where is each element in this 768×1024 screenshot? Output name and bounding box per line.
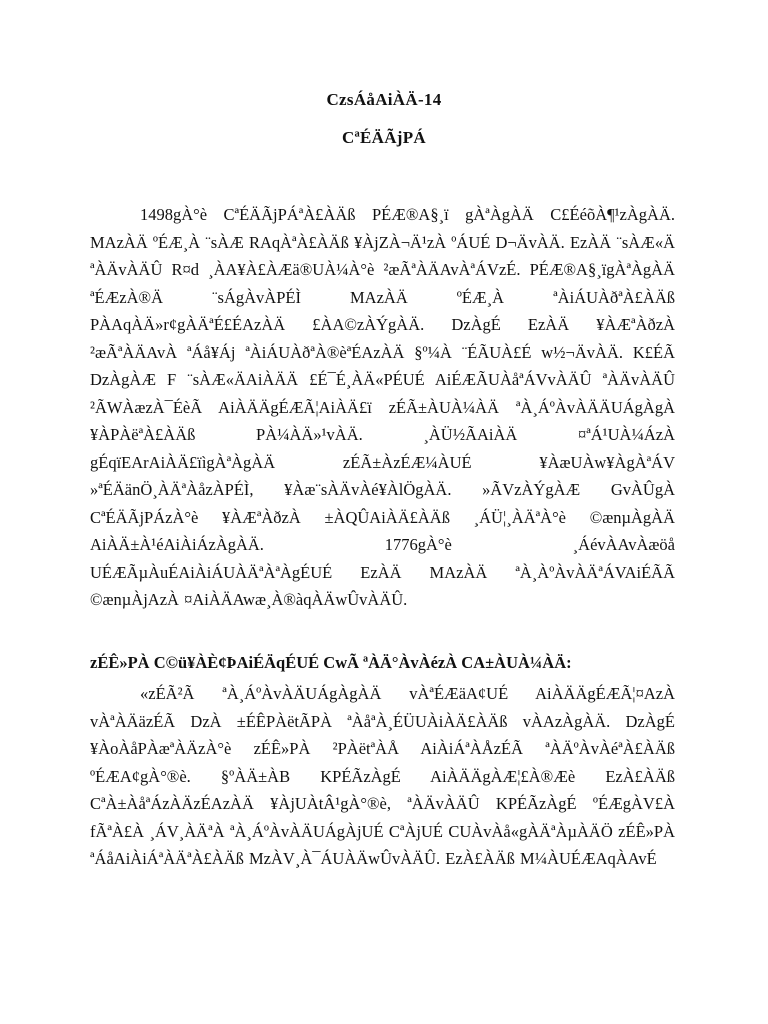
body-paragraph-1: 1498gÀ°è CªÉÄÃjPÁªÀ£ÀÄß PÉÆ®A§¸ï gÀªÀgÀÄ C£ÉéõÀ¶¹zÀgÀÄ. MAzÀÄ ºÉÆ¸À ¨sÀÆ RAqÀªÀ£ÀÄß ¥ÀjZÀ¬Ä¹zÀ ºÁUÉ D¬ÄvÀÄ. EzÀÄ ¨sÀÆ«Ä ªÀÄvÀÄÛ R¤d ¸ÀA¥À£ÀÆä®UÀ¼À°è ²æÃªÀÄAvÀªÁVzÉ. PÉÆ®A§¸ïgÀªÀgÀÄ ªÉÆzÀ®Ä ¨sÁgÀvÀPÉÌ MAzÀÄ ºÉÆ¸À ªÀiÁUÀðªÀ£ÀÄß PÀAqÀÄ»r¢gÀÄªÉ£ÉAzÀÄ £ÀA©zÀÝgÀÄ. DzÀgÉ EzÀÄ ¥ÀÆªÀðzÀ ²æÃªÀÄAvÀ ªÁå¥Áj ªÀiÁUÀðªÀ®èªÉAzÀÄ §º¼À ¨ÉÃUÀ£É w½¬ÄvÀÄ. K£ÉÃ DzÀgÀÆ F ¨sÀÆ«ÄAiÀÄÄ £É¯É¸ÀÄ«PÉUÉ AiÉÆÃUÀåªÁVvÀÄÛ ªÀÄvÀÄÛ ²ÃWÀæzÀ¯ÉèÃ AiÀÄÄgÉÆÃ¦AiÀÄ£ï zÉÃ±ÀUÀ¼ÀÄ ªÀ¸ÁºÀvÀÄÄUÁgÀgÀ ¥ÀPÀëªÀ£ÀÄß PÀ¼ÀÄ»¹vÀÄ. ¸ÀÜ½ÃAiÀÄ ¤ªÁ¹UÀ¼ÁzÀ gÉqïEArAiÀÄ£ïìgÀªÀgÀÄ zÉÃ±ÀzÉÆ¼ÀUÉ ¥ÀæUÀw¥ÀgÀªÁV »ªÉÄänÖ¸ÀÄªÀåzÀPÉÌ, ¥Àæ¨sÀÄvÀé¥ÀlÖgÀÄ. »ÃVzÀÝgÀÆ GvÀÛgÀ CªÉÄÃjPÁzÀ°è ¥ÀÆªÀðzÀ ±ÀQÛAiÀÄ£ÀÄß ¸ÁÜ¦¸ÀÄªÀ°è ©ænµÀgÀÄ AiÀÄ±À¹éAiÀiÁzÀgÀÄ. 1776gÀ°è ¸ÁévÀAvÀæöå UÉÆÃµÀuÉAiÀiÁUÀÄªÀªÀgÉUÉ EzÀÄ MAzÀÄ ªÀ¸ÀºÀvÀÄªÁVAiÉÃÃ ©ænµÀjAzÀ ¤AiÀÄAwæ¸À®àqÀÄwÛvÀÄÛ. bbox=[90, 205, 675, 609]
chapter-title: CªÉÄÃjPÁ bbox=[342, 128, 426, 147]
body-paragraph-2: «zÉÃ²Ã ªÀ¸ÁºÀvÀÄUÁgÀgÀÄ vÀªÉÆäA¢UÉ AiÀÄÄgÉÆÃ¦¤AzÀ vÀªÀÄäzÉÃ DzÀ ±ÉÊPÀëtÃPÀ ªÀåªÀ¸ÉÜUÀiÀÄ£ÀÄß vÀAzÀgÀÄ. DzÀgÉ ¥ÀoÀåPÀæªÀÄzÀ°è zÉÊ»PÀ ²PÀëtªÀÅ AiÀiÁªÀÅzÉÃ ªÀÄºÀvÀéªÀ£ÀÄß ºÉÆA¢gÀ°®è. §ºÀÄ±ÀB KPÉÃzÀgÉ AiÀÄÄgÀÆ¦£À®Æè EzÀ£ÀÄß CªÀ±ÀåªÁzÀÄzÉAzÀÄ ¥ÀjUÀtÂ¹gÀ°®è, ªÀÄvÀÄÛ KPÉÃzÀgÉ ºÉÆgÀV£À fÃªÀ£À ¸ÁV¸ÀÄªÀ ªÀ¸ÁºÀvÀÄUÁgÀjUÉ CªÀjUÉ CUÀvÀå«gÀÄªÀµÀÄÖ zÉÊ»PÀ ªÁåAiÀiÁªÀÄªÀ£ÀÄß MzÀV¸À¯ÁUÀÄwÛvÀÄÛ. EzÀ£ÀÄß M¼ÀUÉÆAqÀAvÉ bbox=[90, 684, 675, 868]
chapter-number: CzsÁåAiÀÄ-14 bbox=[326, 90, 442, 109]
section-heading: zÉÊ»PÀ C©ü¥ÀÈ¢ÞAiÉÄqÉUÉ CwÃ ªÀÄ°ÀvÀézÀ CA±ÀUÀ¼ÀÄ: bbox=[90, 653, 572, 672]
